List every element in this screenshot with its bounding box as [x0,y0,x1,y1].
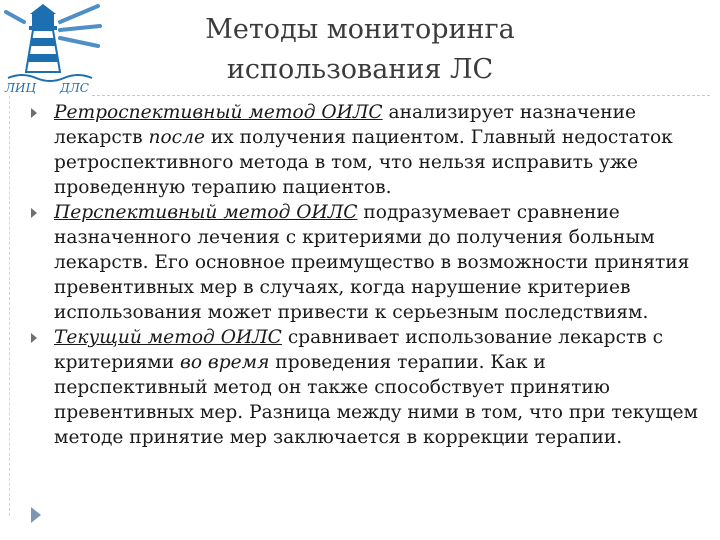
slide-title-line2: использования ЛС [226,54,494,85]
bullet-item [30,325,700,450]
method-name: Ретроспективный метод ОИЛС [54,102,383,123]
title-divider [92,95,710,96]
bullet-arrow-icon [31,208,37,218]
side-divider [9,96,10,516]
bullet-text: после [148,127,205,148]
lighthouse-logo-icon [2,2,102,94]
bullet-arrow-icon [31,333,37,343]
bullet-item [30,200,700,325]
bullet-arrow-icon [31,108,37,118]
method-name: Текущий метод ОИЛС [54,327,282,348]
method-name: Перспективный метод ОИЛС [54,202,358,223]
bullet-text: проведения терапии. Как и перспективный метод он также способствует принятию превентивных мер. Разница между ними в том, что при текущем методе принятие мер заключается в коррекции терапии. [54,352,699,448]
bullet-text: их получения пациентом. Главный недостаток ретроспективного метода в том, что нельзя исправить уже проведенную терапию пациентов. [54,127,673,198]
bullet-text: во время [180,352,270,373]
logo-text-left: ЛИЦ [5,81,36,94]
bullet-text: подразумевает сравнение назначенного лечения с критериями до получения больным лекарств. Его основное преимущество в возможности принятия превентивных мер в случаях, когда нарушение критериев использования может привести к серьезным последствиям. [54,202,690,323]
slide-content [30,100,700,450]
end-arrow-icon [31,507,41,523]
logo-text-right: ДЛС [60,81,89,94]
slide-title-line1: Методы мониторинга [205,14,515,45]
bullet-text: сравнивает использование лекарств с критериями [54,327,664,373]
bullet-item [30,100,700,200]
bullet-text: анализирует назначение лекарств [54,102,637,148]
slide-title [110,10,610,90]
